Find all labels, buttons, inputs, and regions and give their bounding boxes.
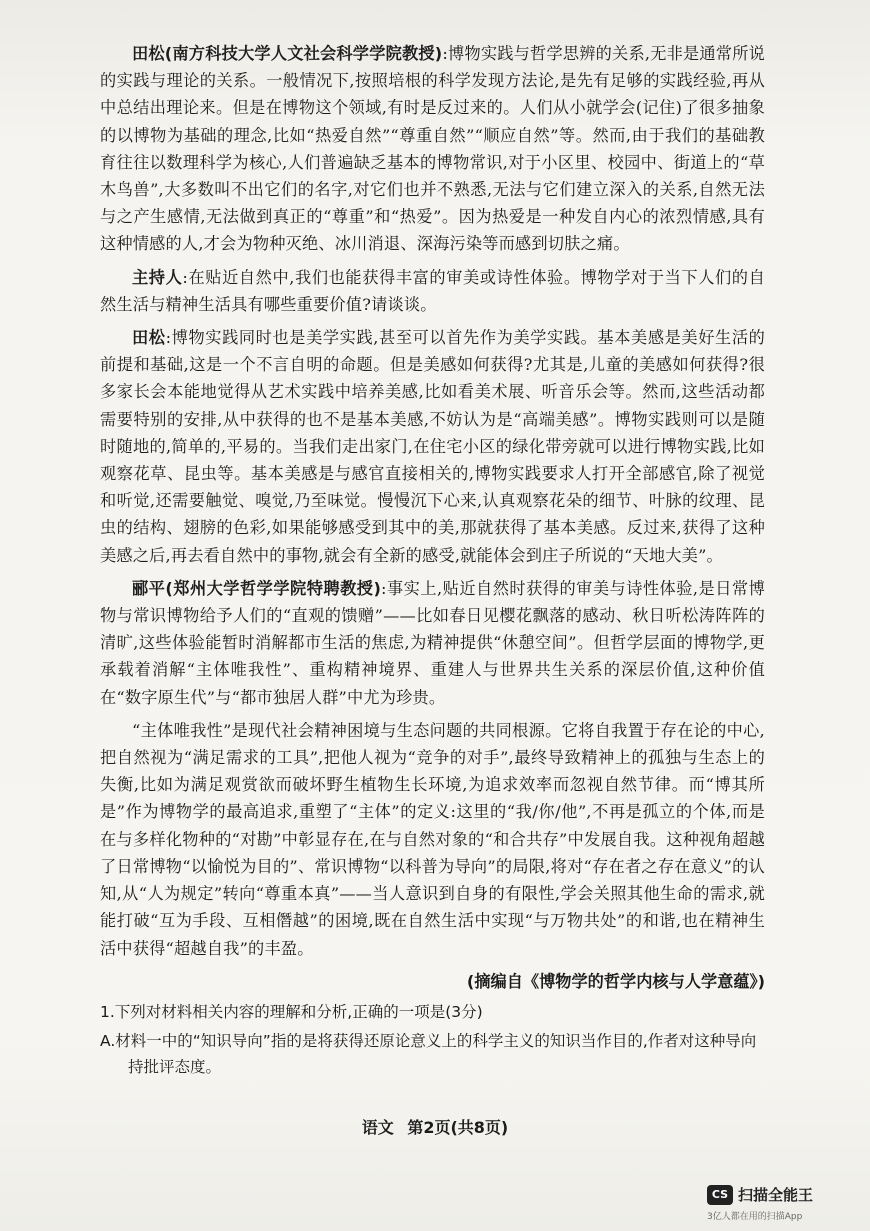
- page-footer: [0, 1115, 870, 1138]
- speaker-label: 田松(南方科技大学人文社会科学学院教授): [132, 44, 443, 63]
- paragraph-tiansong-2: [100, 324, 765, 569]
- speaker-label: 主持人: [132, 267, 183, 287]
- article-body: [100, 40, 765, 1080]
- source-citation: (摘编自《博物学的哲学内核与人学意蕴》): [466, 971, 765, 991]
- footer-subject: 语文: [361, 1118, 394, 1137]
- scanner-watermark: [707, 1185, 842, 1225]
- watermark-app-name: 扫描全能王: [738, 1186, 814, 1204]
- paragraph-text: :在贴近自然中,我们也能获得丰富的审美或诗性体验。博物学对于当下人们的自然生活与精神生活具有哪些重要价值?请谈谈。: [100, 267, 765, 314]
- paragraph-text: :事实上,贴近自然时获得的审美与诗性体验,是日常博物与常识博物给予人们的“直观的馈赠”——比如春日见樱花飘落的感动、秋日听松涛阵阵的清旷,这些体验能暂时消解都市生活的焦虑,为精神提供“休憩空间”。但哲学层面的博物学,更承载着消解“主体唯我性”、重构精神境界、重建人与世界共生关系的深层价值,这种价值在“数字原生代”与“都市独居人群”中尤为珍贵。: [100, 578, 765, 707]
- footer-page-number: 第2页(共8页): [407, 1118, 509, 1137]
- paragraph-subjectivity: “主体唯我性”是现代社会精神困境与生态问题的共同根源。它将自我置于存在论的中心,把自然视为“满足需求的工具”,把他人视为“竞争的对手”,最终导致精神上的孤独与生态上的失衡,比如为满足观赏欲而破坏野生植物生长环境,为追求效率而忽视自然节律。而“博其所是”作为博物学的最高追求,重塑了“主体”的定义:这里的“我/你/他”,不再是孤立的个体,而是在与多样化物种的“对勘”中彰显存在,在与自然对象的“和合共存”中发展自我。这种视角超越了日常博物“以愉悦为目的”、常识博物“以科普为导向”的局限,将对“存在者之存在意义”的认知,从“人为规定”转向“尊重本真”——当人意识到自身的有限性,学会关照其他生命的需求,就能打破“互为手段、互相僭越”的困境,既在自然生活中实现“与万物共处”的和谐,也在精神生活中获得“超越自我”的丰盈。: [100, 720, 765, 958]
- question-option-a: A.材料一中的“知识导向”指的是将获得还原论意义上的科学主义的知识当作目的,作者对这种导向持批评态度。: [100, 1031, 757, 1076]
- paragraph-tiansong-1: [100, 40, 765, 258]
- paragraph-liping: [100, 575, 765, 711]
- paragraph-text: :博物实践与哲学思辨的关系,无非是通常所说的实践与理论的关系。一般情况下,按照培根的科学发现方法论,是先有足够的实践经验,再从中总结出理论来。但是在博物这个领域,有时是反过来的。人们从小就学会(记住)了很多抽象的以博物为基础的理念,比如“热爱自然”“尊重自然”“顺应自然”等。然而,由于我们的基础教育往往以数理科学为核心,人们普遍缺乏基本的博物常识,对于小区里、校园中、街道上的“草木鸟兽”,大多数叫不出它们的名字,对它们也并不熟悉,无法与它们建立深入的关系,自然无法与之产生感情,无法做到真正的“尊重”和“热爱”。因为热爱是一种发自内心的浓烈情感,具有这种情感的人,才会为物种灭绝、冰川消退、深海污染等而感到切肤之痛。: [100, 44, 765, 254]
- speaker-label: 田松: [132, 328, 166, 348]
- watermark-tagline: 3亿人都在用的扫描App: [707, 1212, 803, 1222]
- paragraph-host: [100, 264, 765, 318]
- camscanner-logo-icon: CS: [707, 1185, 733, 1205]
- speaker-label: 郦平(郑州大学哲学学院特聘教授): [132, 578, 382, 598]
- question-stem: 1.下列对材料相关内容的理解和分析,正确的一项是(3分): [100, 1002, 483, 1021]
- paragraph-text: :博物实践同时也是美学实践,甚至可以首先作为美学实践。基本美感是美好生活的前提和基础,这是一个不言自明的命题。但是美感如何获得?尤其是,儿童的美感如何获得?很多家长会本能地觉得从艺术实践中培养美感,比如看美术展、听音乐会等。然而,这些活动都需要特别的安排,从中获得的也不是基本美感,不妨认为是“高端美感”。博物实践则可以是随时随地的,简单的,平易的。当我们走出家门,在住宅小区的绿化带旁就可以进行博物实践,比如观察花草、昆虫等。基本美感是与感官直接相关的,博物实践要求人打开全部感官,除了视觉和听觉,还需要触觉、嗅觉,乃至味觉。慢慢沉下心来,认真观察花朵的细节、叶脉的纹理、昆虫的结构、翅膀的色彩,如果能够感受到其中的美,那就获得了基本美感。反过来,获得了这种美感之后,再去看自然中的事物,就会有全新的感受,就能体会到庄子所说的“天地大美”。: [100, 328, 766, 565]
